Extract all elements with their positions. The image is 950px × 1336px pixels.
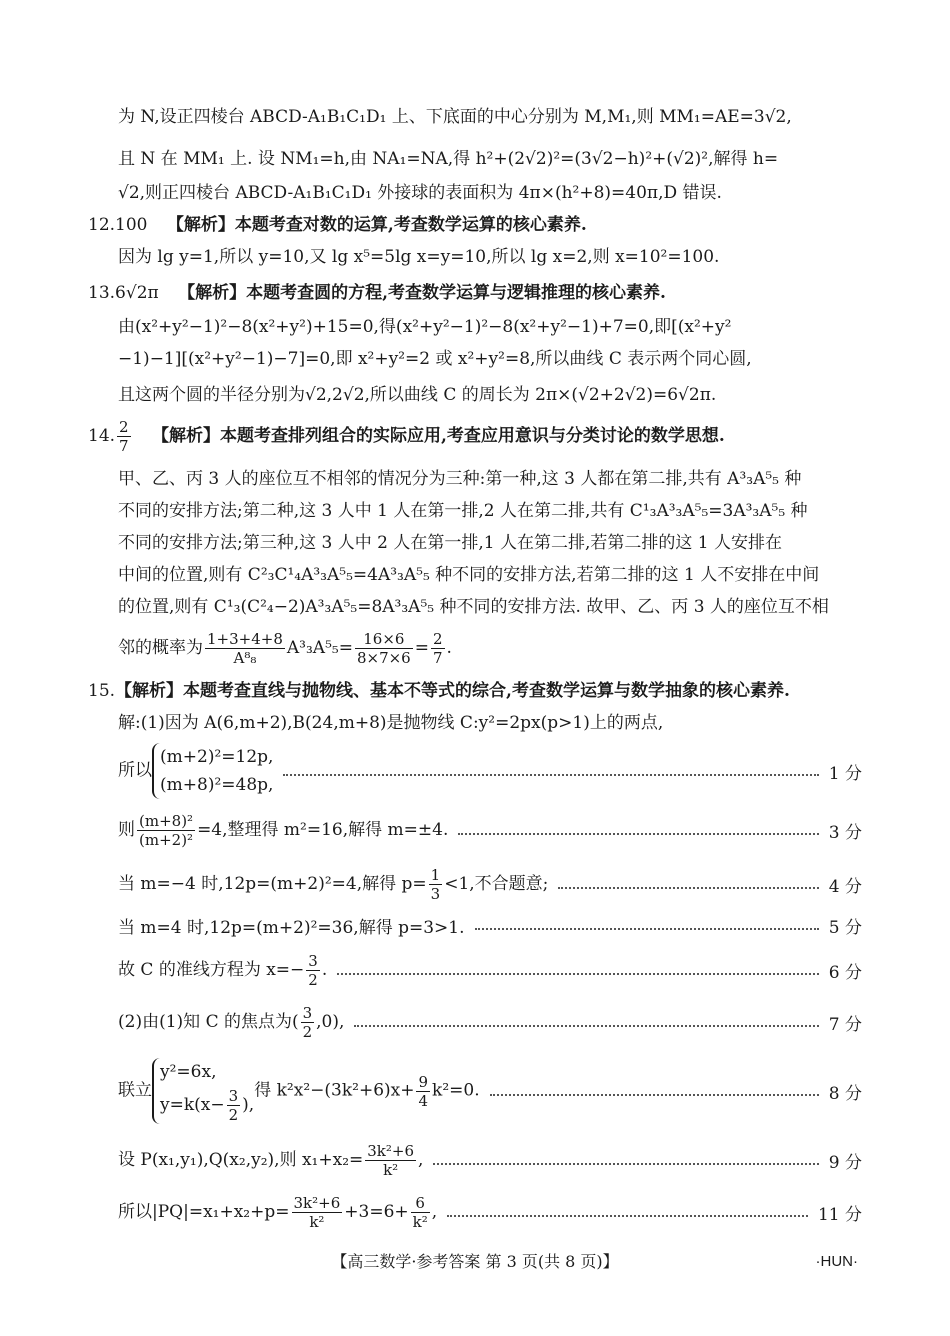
q11-line-3: √2,则正四棱台 ABCD-A₁B₁C₁D₁ 外接球的表面积为 4π×(h²+8)=40π,D 错误. xyxy=(118,183,722,203)
q12-body: 因为 lg y=1,所以 y=10,又 lg x⁵=5lg x=y=10,所以 lg x=2,则 x=10²=100. xyxy=(118,247,720,267)
q15-step-1-leader xyxy=(283,774,818,776)
q15-step-9-text xyxy=(118,1194,437,1231)
q14-answer-denominator: 7 xyxy=(119,437,129,455)
q13-line-2: −1)−1][(x²+y²−1)−7]=0,即 x²+y²=2 或 x²+y²=8,所以曲线 C 表示两个同心圆, xyxy=(118,349,752,369)
q15-step-9-numerator-2: 6 xyxy=(411,1194,430,1213)
q15-step-2-score: 3 分 xyxy=(828,822,862,843)
q14-line-1: 甲、乙、丙 3 人的座位互不相邻的情况分为三种:第一种,这 3 人都在第二排,共有 A³₃A⁵₅ 种 xyxy=(118,469,802,489)
q14-line-6-equals: = xyxy=(414,638,429,658)
q15-step-8-fraction xyxy=(365,1142,416,1179)
q14-fraction-1 xyxy=(205,630,285,667)
q15-step-6-leader xyxy=(354,1025,818,1027)
q15-step-8 xyxy=(118,1138,862,1182)
q14-heading: 【解析】本题考查排列组合的实际应用,考查应用意识与分类讨论的数学思想. xyxy=(152,426,725,446)
q15-step-6-prefix: (2)由(1)知 C 的焦点为( xyxy=(118,1011,299,1032)
q15-step-7-denominator: 4 xyxy=(418,1091,429,1110)
q12-answer: 100 xyxy=(115,215,148,235)
q15-step-7 xyxy=(118,1052,862,1130)
q15-step-6-denominator: 2 xyxy=(302,1022,313,1041)
q15-step-6-fraction xyxy=(301,1004,315,1041)
q15-step-8-score: 9 分 xyxy=(828,1152,862,1173)
q15-step-7-suffix: k²=0. xyxy=(432,1080,480,1101)
q15-system-2-eq-1: y²=6x, xyxy=(160,1062,217,1082)
q15-step-2-denominator: (m+2)² xyxy=(139,830,194,849)
q15-step-7-leader xyxy=(490,1094,819,1096)
q15-step-9-denominator-1: k² xyxy=(309,1212,325,1231)
q14-fraction-3 xyxy=(431,630,445,667)
page-footer: 【高三数学·参考答案 第 3 页(共 8 页)】 xyxy=(331,1252,619,1271)
q15-step-1-prefix: 所以 xyxy=(118,760,152,781)
q15-step-3-leader xyxy=(558,887,818,889)
q15-step-6-text xyxy=(118,1004,344,1041)
q12-header xyxy=(88,212,587,238)
q15-step-9-denominator-2: k² xyxy=(412,1212,428,1231)
q15-step-7-text xyxy=(118,1058,480,1124)
q15-step-5-fraction xyxy=(306,952,320,989)
q15-system-2-eq-2-denominator: 2 xyxy=(228,1106,239,1124)
q15-step-8-numerator: 3k²+6 xyxy=(367,1141,415,1160)
q15-step-7-numerator: 9 xyxy=(418,1072,429,1091)
q15-step-9-numerator-1: 3k²+6 xyxy=(293,1193,341,1212)
q15-step-5-text xyxy=(118,952,327,989)
q13-header xyxy=(88,280,666,306)
q15-step-9-prefix: 所以|PQ|=x₁+x₂+p= xyxy=(118,1201,290,1222)
q14-line-6 xyxy=(118,628,862,668)
q15-step-2-numerator: (m+8)² xyxy=(139,811,194,830)
q15-step-5-prefix: 故 C 的准线方程为 x=− xyxy=(118,959,305,980)
q15-step-3-score: 4 分 xyxy=(828,876,862,897)
q15-step-4-score: 5 分 xyxy=(828,917,862,938)
q13-answer: 6√2π xyxy=(115,283,159,303)
q14-fraction-3-denominator: 7 xyxy=(432,649,443,667)
q15-step-2-prefix: 则 xyxy=(118,819,135,840)
q15-step-2-suffix: =4,整理得 m²=16,解得 m=±4. xyxy=(197,819,449,840)
q15-step-2-text xyxy=(118,812,448,849)
q15-step-6 xyxy=(118,1000,862,1044)
q14-fraction-3-numerator: 2 xyxy=(432,630,443,648)
q15-step-7-score: 8 分 xyxy=(828,1083,862,1104)
q11-line-1: 为 N,设正四棱台 ABCD-A₁B₁C₁D₁ 上、下底面的中心分别为 M,M₁,则 MM₁=AE=3√2, xyxy=(118,107,792,127)
q14-fraction-2-numerator: 16×6 xyxy=(355,630,413,649)
q14-answer-numerator: 2 xyxy=(119,418,129,436)
q15-step-9-suffix: , xyxy=(431,1201,438,1222)
q15-system-2-eq-2 xyxy=(160,1086,254,1124)
q15-step-5-numerator: 3 xyxy=(308,951,318,970)
q14-line-4: 中间的位置,则有 C²₃C¹₄A³₃A⁵₅=4A³₃A⁵₅ 种不同的安排方法,若第二排的这 1 人不安排在中间 xyxy=(118,565,820,585)
q14-line-6-middle: A³₃A⁵₅= xyxy=(286,638,353,658)
q15-step-7-middle: 得 k²x²−(3k²+6)x+ xyxy=(254,1080,415,1101)
q15-step-6-numerator: 3 xyxy=(302,1003,313,1022)
q15-step-8-suffix: , xyxy=(418,1149,424,1170)
q15-step-7-prefix: 联立 xyxy=(118,1080,152,1101)
q15-step-1 xyxy=(118,740,862,802)
q14-line-2: 不同的安排方法;第二种,这 3 人中 1 人在第一排,2 人在第二排,共有 C¹₃A³₃A⁵₅=3A³₃A⁵₅ 种 xyxy=(118,501,808,521)
q15-step-9-middle: +3=6+ xyxy=(344,1201,409,1222)
q15-step-9-fraction-2 xyxy=(411,1194,430,1231)
q15-step-3-numerator: 1 xyxy=(430,865,441,884)
q15-step-5 xyxy=(118,948,862,992)
q15-step-3-fraction xyxy=(429,866,443,903)
q15-number: 15. xyxy=(88,681,116,701)
q15-intro: 解:(1)因为 A(6,m+2),B(24,m+8)是抛物线 C:y²=2px(p>1)上的两点, xyxy=(118,713,664,733)
q15-step-9-leader xyxy=(447,1215,808,1217)
q15-step-8-text xyxy=(118,1142,423,1179)
q15-step-5-denominator: 2 xyxy=(308,970,318,989)
q15-system-2 xyxy=(152,1058,254,1124)
q15-step-4 xyxy=(118,910,862,940)
q15-step-6-score: 7 分 xyxy=(828,1014,862,1035)
q15-step-9-fraction-1 xyxy=(292,1194,343,1231)
q14-line-5: 的位置,则有 C¹₃(C²₄−2)A³₃A⁵₅=8A³₃A⁵₅ 种不同的安排方法. 故甲、乙、丙 3 人的座位互不相 xyxy=(118,597,829,617)
q14-line-3: 不同的安排方法;第三种,这 3 人中 2 人在第一排,1 人在第二排,若第二排的这 1 人安排在 xyxy=(118,533,783,553)
q15-step-4-leader xyxy=(475,928,819,930)
q15-step-8-denominator: k² xyxy=(383,1160,399,1179)
q13-heading: 【解析】本题考查圆的方程,考查数学运算与逻辑推理的核心素养. xyxy=(178,283,666,303)
q15-step-3 xyxy=(118,862,862,906)
q15-step-5-score: 6 分 xyxy=(828,962,862,983)
q15-step-3-text xyxy=(118,866,548,903)
q12-heading: 【解析】本题考查对数的运算,考查数学运算的核心素养. xyxy=(166,215,587,235)
q15-step-5-leader xyxy=(337,973,819,975)
q15-step-7-fraction xyxy=(416,1073,430,1110)
q14-fraction-2 xyxy=(355,630,413,667)
q14-answer-fraction xyxy=(117,418,131,455)
q15-step-3-prefix: 当 m=−4 时,12p=(m+2)²=4,解得 p= xyxy=(118,873,427,894)
q14-fraction-1-denominator: A⁸₈ xyxy=(233,649,257,667)
q15-system-2-eq-2-numerator: 3 xyxy=(228,1087,239,1105)
q15-step-4-text: 当 m=4 时,12p=(m+2)²=36,解得 p=3>1. xyxy=(118,917,465,938)
q15-system-2-eq-2-fraction xyxy=(227,1087,241,1124)
q15-step-2-fraction xyxy=(137,812,195,849)
q15-step-3-suffix: <1,不合题意; xyxy=(444,873,549,894)
q13-line-3: 且这两个圆的半径分别为√2,2√2,所以曲线 C 的周长为 2π×(√2+2√2)=6√2π. xyxy=(118,385,717,405)
q15-step-5-suffix: . xyxy=(321,959,328,980)
q15-header xyxy=(88,678,790,704)
q15-step-6-suffix: ,0), xyxy=(316,1011,345,1032)
q14-fraction-1-numerator: 1+3+4+8 xyxy=(207,630,283,648)
q14-number: 14. xyxy=(88,426,116,446)
q13-number: 13. xyxy=(88,283,116,303)
q15-step-9 xyxy=(118,1190,862,1234)
q15-system-1-eq-1: (m+2)²=12p, xyxy=(160,747,274,767)
q15-step-1-text xyxy=(118,743,273,799)
q15-system-2-eq-2-suffix: ), xyxy=(242,1095,255,1115)
q15-heading: 【解析】本题考查直线与抛物线、基本不等式的综合,考查数学运算与数学抽象的核心素养. xyxy=(115,681,790,701)
footer-region-code: ·HUN· xyxy=(815,1253,858,1270)
q14-fraction-2-denominator: 8×7×6 xyxy=(356,649,411,667)
q14-line-6-prefix: 邻的概率为 xyxy=(118,638,203,658)
q12-number: 12. xyxy=(88,215,116,235)
q15-step-8-leader xyxy=(433,1163,818,1165)
q11-line-2: 且 N 在 MM₁ 上. 设 NM₁=h,由 NA₁=NA,得 h²+(2√2)²=(3√2−h)²+(√2)²,解得 h= xyxy=(118,149,779,169)
q15-step-3-denominator: 3 xyxy=(430,884,441,903)
q15-system-1 xyxy=(152,743,273,799)
q15-step-9-score: 11 分 xyxy=(817,1204,862,1225)
q15-step-2 xyxy=(118,808,862,852)
q15-step-8-prefix: 设 P(x₁,y₁),Q(x₂,y₂),则 x₁+x₂= xyxy=(118,1149,364,1170)
q15-system-2-eq-2-prefix: y=k(x− xyxy=(160,1095,225,1115)
q15-step-1-score: 1 分 xyxy=(828,763,862,784)
q13-line-1: 由(x²+y²−1)²−8(x²+y²)+15=0,得(x²+y²−1)²−8(x²+y²−1)+7=0,即[(x²+y² xyxy=(118,317,732,337)
q14-header xyxy=(88,418,725,455)
q15-step-2-leader xyxy=(458,833,818,835)
q14-line-6-end: . xyxy=(446,638,452,658)
q15-system-1-eq-2: (m+8)²=48p, xyxy=(160,775,274,795)
